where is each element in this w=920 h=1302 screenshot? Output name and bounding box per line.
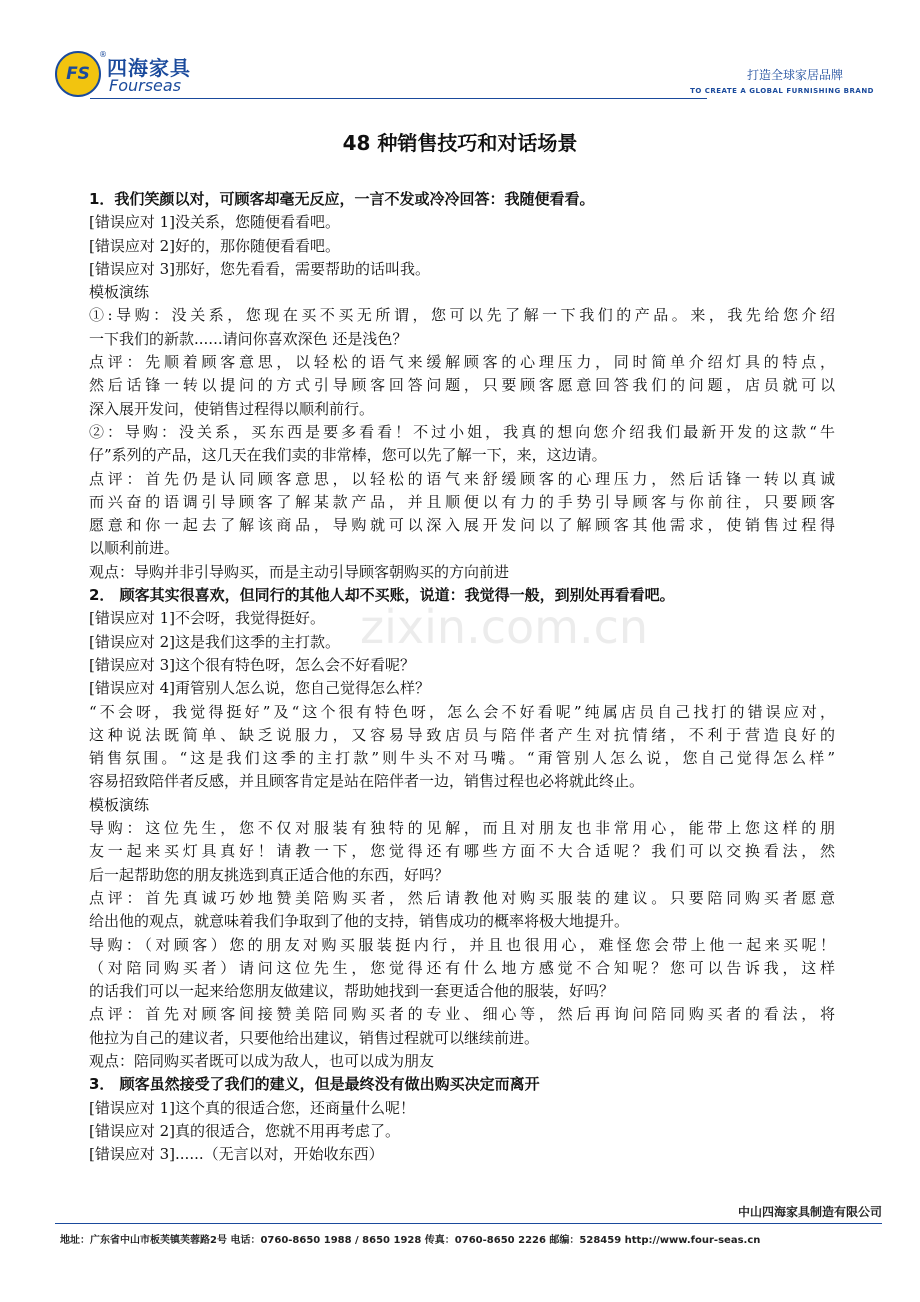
fs-logo-icon: FS [55, 51, 101, 97]
body-text-line: 深入展开发问，使销售过程得以顺利前行。 [89, 399, 375, 418]
body-text-line: 仔”系列的产品，这几天在我们卖的非常棒，您可以先了解一下，来，这边请。 [89, 446, 607, 465]
footer-company-name: 中山四海家具制造有限公司 [737, 1205, 882, 1219]
watermark: zixin.com.cn [360, 600, 649, 654]
header-divider [90, 98, 707, 99]
body-text-line: [错误应对 4]甭管别人怎么说，您自己觉得怎么样？ [89, 679, 431, 698]
body-text-line: 容易招致陪伴者反感，并且顾客肯定是站在陪伴者一边，销售过程也必将就此终止。 [89, 772, 645, 791]
body-text-line: 然后话锋一转以提问的方式引导顾客回答问题，只要顾客愿意回答我们的问题，店员就可以 [89, 376, 835, 395]
footer-divider [55, 1223, 882, 1224]
body-text-line: 以顺利前进。 [89, 539, 180, 558]
body-text-line: 观点：导购并非引导购买，而是主动引导顾客朝购买的方向前进 [89, 562, 510, 581]
body-text-line: ①:导购：没关系，您现在买不买无所谓，您可以先了解一下我们的产品。来，我先给您介绍 [89, 306, 835, 325]
body-text-line: 后一起帮助您的朋友挑选到真正适合他的东西，好吗？ [89, 865, 450, 884]
section-heading: 3． 顾客虽然接受了我们的建义，但是最终没有做出购买决定而离开 [89, 1075, 540, 1094]
logo-chinese-name: 四海家具 [107, 56, 191, 80]
document-title: 48 种销售技巧和对话场景 [342, 131, 578, 155]
body-text-line: [错误应对 2]这是我们这季的主打款。 [89, 632, 341, 651]
slogan-chinese: 打造全球家居品牌 [746, 68, 843, 82]
body-text-line: 点评：首先真诚巧妙地赞美陪购买者，然后请教他对购买服装的建议。只要陪同购买者愿意 [89, 888, 835, 907]
body-text-line: 销售氛围。“这是我们这季的主打款”则牛头不对马嘴。“甭管别人怎么说，您自己觉得怎么样” [89, 749, 835, 768]
body-text-line: 给出他的观点，就意味着我们争取到了他的支持，销售成功的概率将极大地提升。 [89, 912, 630, 931]
page-header [0, 0, 920, 104]
body-text-line: [错误应对 1]没关系，您随便看看吧。 [89, 213, 341, 232]
slogan-english: TO CREATE A GLOBAL FURNISHING BRAND [690, 87, 874, 95]
body-text-line: 愿意和你一起去了解该商品，导购就可以深入展开发问以了解顾客其他需求，使销售过程得 [89, 516, 835, 535]
body-text-line: 模板演练 [89, 795, 150, 814]
footer-address: 地址：广东省中山市板芙镇芙蓉路2号 电话：0760-8650 1988 / 8650 1928 传真：0760-8650 2226 邮编：528459 http://www.four-seas.cn [60, 1235, 761, 1246]
body-text-line: [错误应对 3]那好，您先看看，需要帮助的话叫我。 [89, 259, 431, 278]
body-text-line: [错误应对 2]真的很适合，您就不用再考虑了。 [89, 1121, 401, 1140]
body-text-line: ②：导购：没关系，买东西是要多看看！不过小姐，我真的想向您介绍我们最新开发的这款“牛 [89, 422, 835, 441]
body-text-line: [错误应对 1]不会呀，我觉得挺好。 [89, 609, 326, 628]
body-text-line: 点评：首先仍是认同顾客意思，以轻松的语气来舒缓顾客的心理压力，然后话锋一转以真诚 [89, 469, 835, 488]
body-text-line: 的话我们可以一起来给您朋友做建议，帮助她找到一套更适合他的服装，好吗？ [89, 982, 615, 1001]
section-heading: 2． 顾客其实很喜欢，但同行的其他人却不买账，说道：我觉得一般，到别处再看看吧。 [89, 586, 675, 605]
body-text-line: [错误应对 1]这个真的很适合您，还商量什么呢！ [89, 1098, 416, 1117]
body-text-line: [错误应对 3]这个很有特色呀，怎么会不好看呢？ [89, 655, 416, 674]
body-text-line: [错误应对 3]......（无言以对，开始收东西） [89, 1145, 384, 1164]
body-text-line: 他拉为自己的建议者，只要他给出建议，销售过程就可以继续前进。 [89, 1028, 540, 1047]
body-text-line: 导购：这位先生，您不仅对服装有独特的见解，而且对朋友也非常用心，能带上您这样的朋 [89, 819, 835, 838]
logo-english-name: Fourseas [109, 76, 182, 95]
body-text-line: 观点：陪同购买者既可以成为敌人，也可以成为朋友 [89, 1051, 435, 1070]
body-text-line: 导购：（对顾客）您的朋友对购买服装挺内行，并且也很用心，难怪您会带上他一起来买呢！ [89, 935, 835, 954]
company-logo [55, 48, 205, 98]
body-text-line: （对陪同购买者）请问这位先生，您觉得还有什么地方感觉不合知呢？您可以告诉我，这样 [89, 958, 835, 977]
body-text-line: 友一起来买灯具真好！请教一下，您觉得还有哪些方面不大合适呢？我们可以交换看法，然 [89, 842, 835, 861]
body-text-line: 点评：先顺着顾客意思，以轻松的语气来缓解顾客的心理压力，同时简单介绍灯具的特点， [89, 353, 835, 372]
body-text-line: [错误应对 2]好的，那你随便看看吧。 [89, 236, 341, 255]
body-text-line: 模板演练 [89, 283, 150, 302]
document-body [89, 188, 835, 1166]
body-text-line: “不会呀，我觉得挺好”及“这个很有特色呀，怎么会不好看呢”纯属店员自己找打的错误应对， [89, 702, 835, 721]
section-heading: 1．我们笑颜以对，可顾客却毫无反应，一言不发或冷冷回答：我随便看看。 [89, 190, 595, 208]
registered-mark: ® [99, 50, 107, 59]
body-text-line: 点评：首先对顾客间接赞美陪同购买者的专业、细心等，然后再询问陪同购买者的看法，将 [89, 1005, 835, 1024]
body-text-line: 一下我们的新款......请问你喜欢深色 还是浅色？ [89, 329, 408, 348]
body-text-line: 这种说法既简单、缺乏说服力，又容易导致店员与陪伴者产生对抗情绪，不利于营造良好的 [89, 725, 835, 744]
body-text-line: 而兴奋的语调引导顾客了解某款产品，并且顺便以有力的手势引导顾客与你前往，只要顾客 [89, 492, 835, 511]
